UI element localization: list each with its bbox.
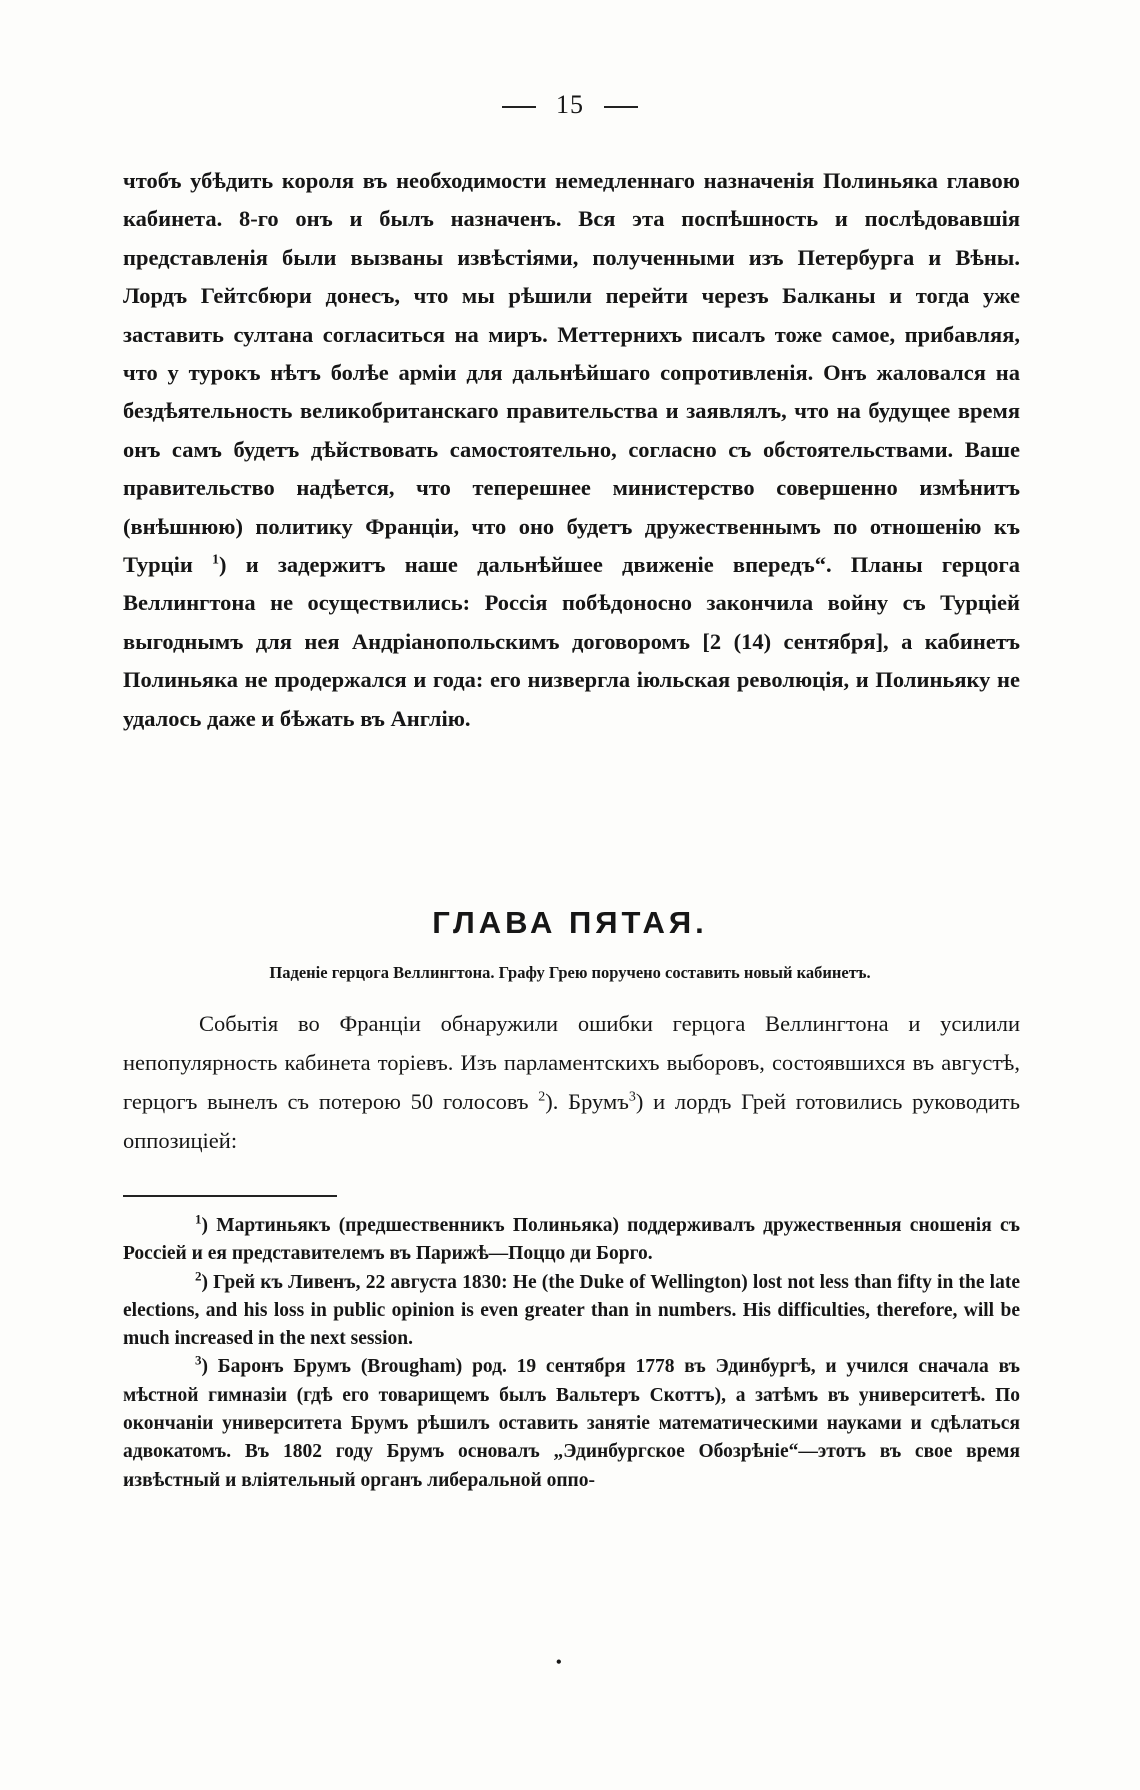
footnote-rule	[123, 1195, 337, 1197]
footnote-mark-1: 1	[195, 1211, 202, 1227]
chapter-subtitle: Паденіе герцога Веллингтона. Графу Грею поручено составить новый кабинетъ.	[269, 963, 871, 982]
footnote-text-2: ) Грей къ Ливенъ, 22 августа 1830: He (the Duke of Wellington) lost not less than fifty in the late elections, and his loss in public opinion is even greater than in numbers. His difficulties, therefore, will be much increased in the next session.	[123, 1271, 1020, 1350]
main-text-part2: ) и задержитъ наше дальнѣйшее движеніе впередъ“. Планы герцога Веллингтона не осуществились: Россія побѣдоносно закончила войну съ Турціей выгоднымъ для нея Андріанопольскимъ договоромъ [2 (14) сентября], а кабинетъ Полиньяка не продержался и года: его низвергла іюльская революція, и Полиньяку не удалось даже и бѣжать въ Англію.	[123, 552, 1021, 731]
chapter-paragraph	[123, 1004, 1020, 1160]
footnote-ref-2: 2	[538, 1089, 546, 1105]
chapter-text-part1: Событія во Франціи обнаружили ошибки герцога Веллингтона и усилили непопулярность кабинета торіевъ. Изъ парламентскихъ выборовъ, состоявшихся въ августѣ, герцогъ вынелъ съ потерою 50 голосовъ	[123, 1011, 1020, 1114]
footnote-3	[123, 1353, 1020, 1494]
chapter-text-part3: ) и лордъ Грей готовились руководить оппозиціей:	[123, 1089, 1020, 1153]
footnote-ref-3: 3	[628, 1089, 636, 1105]
footnote-2	[123, 1269, 1020, 1354]
footnote-mark-3: 3	[195, 1352, 202, 1368]
chapter-title: ГЛАВА ПЯТАЯ.	[432, 905, 708, 940]
chapter-text-part2: ). Брумъ	[545, 1089, 629, 1114]
footnotes	[123, 1212, 1020, 1495]
page-number-text: 15	[556, 90, 584, 119]
footnote-text-3: ) Баронъ Брумъ (Brougham) род. 19 сентября 1778 въ Эдинбургѣ, и учился сначала въ мѣстной гимназіи (гдѣ его товарищемъ былъ Вальтеръ Скоттъ), а затѣмъ въ университетѣ. По окончаніи университета Брумъ рѣшилъ оставить занятіе математическими науками и сдѣлаться адвокатомъ. Въ 1802 году Брумъ основалъ „Эдинбургское Обозрѣніе“—этотъ въ свое время извѣстный и вліятельный органъ либеральной оппо-	[123, 1356, 1020, 1491]
main-paragraph	[123, 162, 1020, 738]
footnote-ref-1: 1	[212, 552, 220, 568]
footnote-mark-2: 2	[195, 1268, 202, 1284]
main-text-part1: чтобъ убѣдить короля въ необходимости немедленнаго назначенія Полиньяка главою кабинета. 8-го онъ и былъ назначенъ. Вся эта поспѣшность и послѣдовавшія представленія были вызваны извѣстіями, полученными изъ Петербурга и Вѣны. Лордъ Гейтсбюри донесъ, что мы рѣшили перейти черезъ Балканы и тогда уже заставить султана согласиться на миръ. Меттернихъ писалъ тоже самое, прибавляя, что у турокъ нѣтъ болѣе арміи для дальнѣйшаго сопротивленія. Онъ жаловался на бездѣятельность великобританскаго правительства и заявлялъ, что на будущее время онъ самъ будетъ дѣйствовать самостоятельно, согласно съ обстоятельствами. Ваше правительство надѣется, что теперешнее министерство совершенно измѣнитъ (внѣшнюю) политику Франціи, что оно будетъ дружественнымъ по отношенію къ Турціи	[123, 168, 1020, 578]
page-mark: •	[556, 1654, 562, 1671]
main-text	[123, 162, 1020, 738]
dash-left	[502, 106, 536, 108]
chapter-text	[123, 1004, 1020, 1160]
page-number	[0, 90, 1140, 120]
footnote-text-1: ) Мартиньякъ (предшественникъ Полиньяка) поддерживалъ дружественныя сношенія съ Россіей и ея представителемъ въ Парижѣ—Поццо ди Борго.	[123, 1215, 1020, 1265]
dash-right	[604, 106, 638, 108]
footnote-1	[123, 1212, 1020, 1269]
